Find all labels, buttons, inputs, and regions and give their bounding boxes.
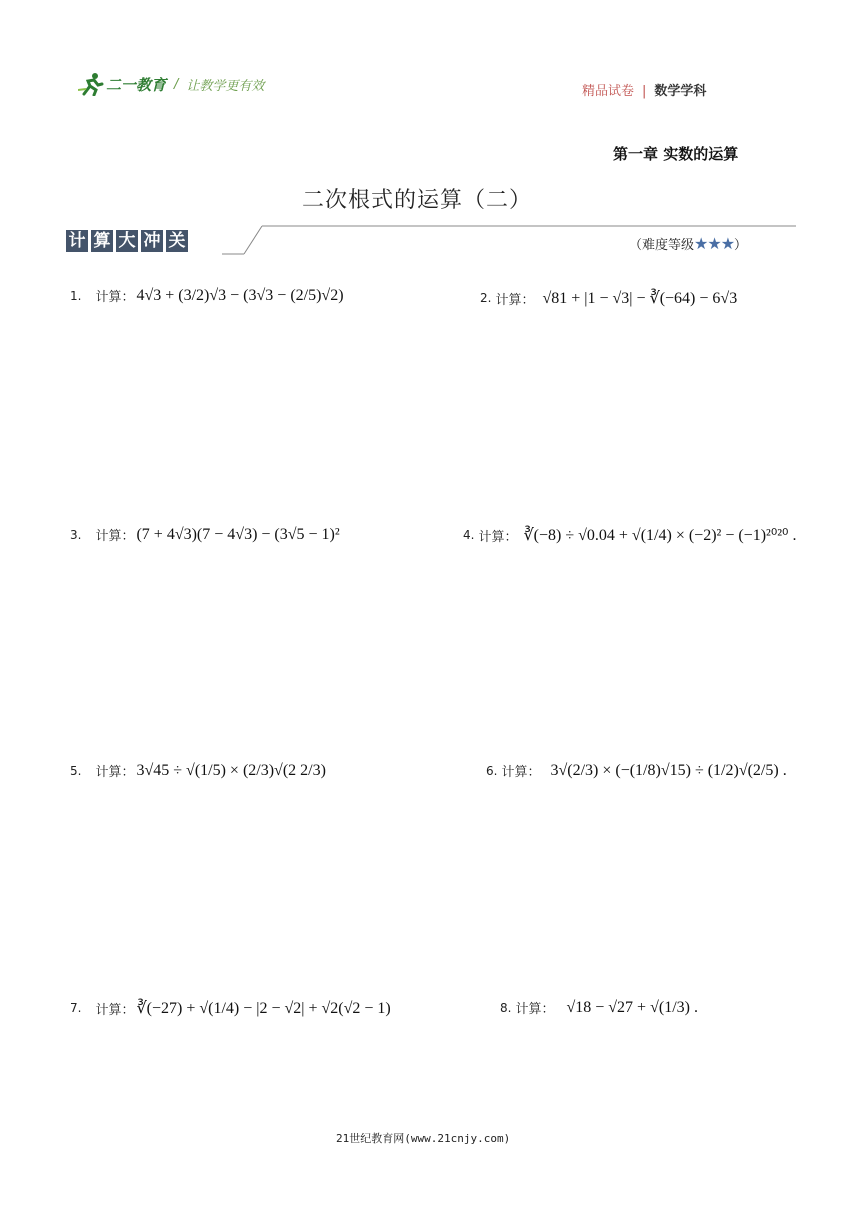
- problem-2: [480, 288, 737, 308]
- difficulty-close: ）: [734, 238, 748, 253]
- tag-subject: 数学学科: [654, 84, 707, 99]
- slogan-separator: /: [174, 76, 179, 92]
- difficulty-rating: [629, 234, 747, 253]
- problem-number: 7.: [70, 1001, 82, 1015]
- tag-premium-paper: 精品试卷: [582, 84, 635, 99]
- page-title: 二次根式的运算（二）: [302, 188, 533, 213]
- header: [78, 72, 264, 96]
- problem-label: 计算：: [95, 290, 135, 305]
- problem-label: 计算：: [95, 765, 135, 780]
- problem-6: [486, 761, 787, 780]
- tag-separator: |: [642, 84, 647, 99]
- banner-char: 冲: [141, 230, 163, 252]
- problem-7: [70, 998, 391, 1018]
- logo-text: 二一教育: [106, 75, 167, 94]
- section-banner: [66, 230, 191, 252]
- problem-label: 计算：: [495, 292, 535, 308]
- problem-expression: ∛(−8) ÷ √0.04 + √(1/4) × (−2)² − (−1)²⁰²⁰ .: [523, 527, 797, 544]
- problem-expression: 4√3 + (3/2)√3 − (3√3 − (2/5)√2): [136, 286, 344, 304]
- slogan: 让教学更有效: [186, 78, 265, 94]
- problem-label: 计算：: [95, 1002, 135, 1018]
- problem-8: [500, 998, 698, 1017]
- runner-logo-icon: [78, 72, 104, 96]
- banner-char: 计: [66, 230, 88, 252]
- header-tags: [582, 80, 706, 99]
- problem-label: 计算：: [478, 529, 518, 545]
- problem-expression: (7 + 4√3)(7 − 4√3) − (3√5 − 1)²: [136, 525, 340, 543]
- problem-4: [463, 525, 796, 545]
- problem-expression: √81 + |1 − √3| − ∛(−64) − 6√3: [542, 290, 738, 307]
- problem-expression: ∛(−27) + √(1/4) − |2 − √2| + √2(√2 − 1): [136, 1000, 391, 1017]
- problem-number: 5.: [70, 763, 82, 778]
- problem-label: 计算：: [501, 765, 541, 780]
- problem-number: 2.: [480, 291, 492, 305]
- problem-label: 计算：: [95, 529, 135, 544]
- problem-number: 4.: [463, 528, 475, 542]
- problem-number: 8.: [500, 1000, 512, 1015]
- difficulty-label: （难度等级: [629, 238, 695, 253]
- problem-number: 3.: [70, 527, 82, 542]
- star-icon: ★★★: [694, 234, 735, 253]
- problem-expression: √18 − √27 + √(1/3) .: [566, 998, 698, 1016]
- problem-expression: 3√45 ÷ √(1/5) × (2/3)√(2 2/3): [136, 761, 326, 779]
- chapter-heading: 第一章 实数的运算: [613, 145, 739, 163]
- problem-3: [70, 525, 340, 544]
- problem-number: 6.: [486, 763, 498, 778]
- problem-expression: 3√(2/3) × (−(1/8)√15) ÷ (1/2)√(2/5) .: [550, 761, 787, 779]
- problem-1: [70, 286, 344, 305]
- problem-5: [70, 761, 326, 780]
- banner-char: 关: [166, 230, 188, 252]
- banner-char: 大: [116, 230, 138, 252]
- problem-label: 计算：: [515, 1002, 555, 1017]
- problem-number: 1.: [70, 288, 82, 303]
- footer-source: 21世纪教育网(www.21cnjy.com): [336, 1132, 511, 1145]
- banner-char: 算: [91, 230, 113, 252]
